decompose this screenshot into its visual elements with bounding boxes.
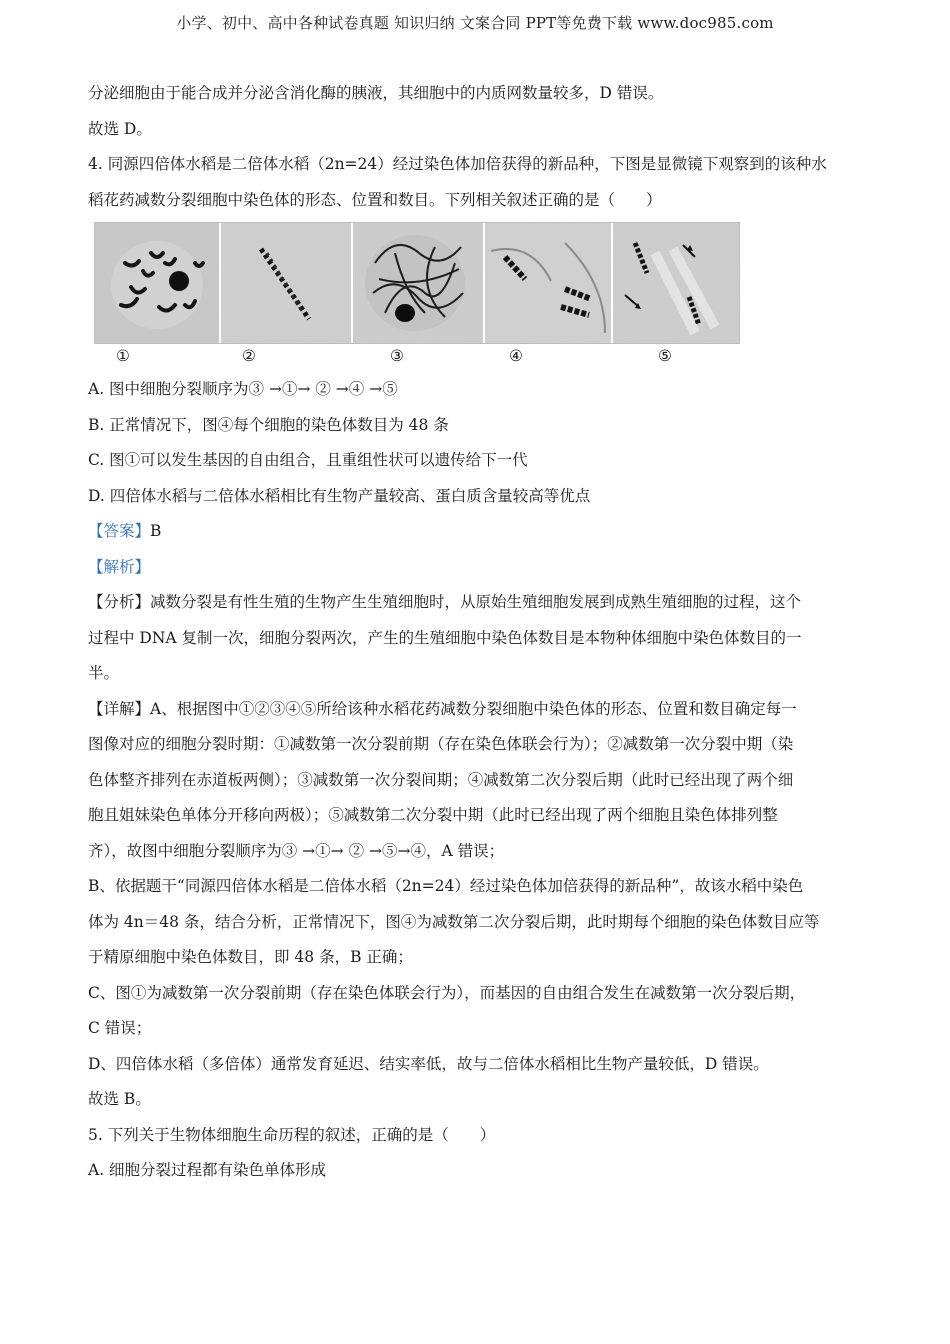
- analysis-tag: 【解析】: [88, 557, 151, 576]
- question-4-stem-line-1: 4. 同源四倍体水稻是二倍体水稻（2n=24）经过染色体加倍获得的新品种，下图是显微镜下观察到的该种水: [88, 155, 827, 173]
- option-c: C. 图①可以发生基因的自由组合，且重组性状可以遗传给下一代: [88, 451, 528, 469]
- micrograph-panel-3: [353, 223, 483, 343]
- xiangjie-line-3: 色体整齐排列在赤道板两侧）；③减数第一次分裂间期；④减数第二次分裂后期（此时已经出现了两个细: [88, 770, 794, 789]
- micrograph-figure: [88, 222, 868, 372]
- panel-label-2: ②: [242, 347, 256, 365]
- option-d: D. 四倍体水稻与二倍体水稻相比有生物产量较高、蛋白质含量较高等优点: [88, 486, 591, 505]
- xiangjie-line-5: 齐），故图中细胞分裂顺序为③ →①→ ② →⑤→④，A 错误；: [88, 841, 505, 860]
- q4-conclusion: 故选 B。: [88, 1090, 151, 1108]
- fenxi-line-3: 半。: [88, 664, 120, 682]
- answer-line: [88, 514, 868, 550]
- panel-label-3: ③: [390, 347, 404, 365]
- question-5-stem: 5. 下列关于生物体细胞生命历程的叙述，正确的是（ ）: [88, 1125, 496, 1144]
- question-5-option-a: A. 细胞分裂过程都有染色单体形成: [88, 1161, 327, 1179]
- prev-answer-line: 分泌细胞由于能合成并分泌含消化酶的胰液，其细胞中的内质网数量较多，D 错误。: [88, 84, 664, 102]
- xiangjie-line-6: B、依据题干“同源四倍体水稻是二倍体水稻（2n=24）经过染色体加倍获得的新品种”，故该水稻中染色: [88, 877, 804, 895]
- xiangjie-text-1: A、根据图中①②③④⑤所给该种水稻花药减数分裂细胞中染色体的形态、位置和数目确定每一: [150, 699, 797, 718]
- micrograph-panel-2: [221, 223, 351, 343]
- xiangjie-line-10: C 错误；: [88, 1019, 152, 1037]
- document-body: [88, 76, 868, 1189]
- micrograph-panel-4: [485, 223, 611, 343]
- xiangjie-line-8: 于精原细胞中染色体数目，即 48 条，B 正确；: [88, 948, 413, 966]
- option-b: B. 正常情况下，图④每个细胞的染色体数目为 48 条: [88, 415, 449, 434]
- xiangjie-tag: 【详解】: [88, 699, 151, 718]
- xiangjie-line-4: 胞且姐妹染色单体分开移向两极）；⑤减数第二次分裂中期（此时已经出现了两个细胞且染色体排列整: [88, 806, 778, 824]
- micrograph-panel-5: [613, 223, 739, 343]
- answer-tag: 【答案】: [88, 522, 151, 540]
- micrograph-strip: [94, 222, 740, 344]
- answer-value: B: [150, 522, 162, 540]
- fenxi-text-1: 减数分裂是有性生殖的生物产生生殖细胞时，从原始生殖细胞发展到成熟生殖细胞的过程，这个: [150, 593, 802, 611]
- xiangjie-line-11: D、四倍体水稻（多倍体）通常发育延迟、结实率低，故与二倍体水稻相比生物产量较低，D 错误。: [88, 1054, 769, 1073]
- option-a: A. 图中细胞分裂顺序为③ →①→ ② →④ →⑤: [88, 380, 398, 398]
- site-header: 小学、初中、高中各种试卷真题 知识归纳 文案合同 PPT等免费下载 www.doc985.com: [176, 14, 774, 32]
- panel-label-1: ①: [116, 347, 130, 365]
- xiangjie-line-7: 体为 4n＝48 条，结合分析，正常情况下，图④为减数第二次分裂后期，此时期每个细胞的染色体数目应等: [88, 912, 820, 931]
- panel-label-4: ④: [509, 347, 523, 365]
- xiangjie-line-1: [88, 692, 868, 728]
- panel-label-5: ⑤: [658, 347, 672, 365]
- fenxi-line-1: [88, 585, 868, 621]
- xiangjie-line-9: C、图①为减数第一次分裂前期（存在染色体联会行为），而基因的自由组合发生在减数第一次分裂后期，: [88, 983, 806, 1002]
- question-4-stem-line-2: 稻花药减数分裂细胞中染色体的形态、位置和数目。下列相关叙述正确的是（ ）: [88, 190, 662, 209]
- fenxi-line-2: 过程中 DNA 复制一次，细胞分裂两次，产生的生殖细胞中染色体数目是本物种体细胞中染色体数目的一: [88, 628, 802, 647]
- prev-conclusion: 故选 D。: [88, 119, 152, 138]
- micrograph-panel-1: [95, 223, 219, 343]
- fenxi-tag: 【分析】: [88, 593, 151, 611]
- analysis-heading: [88, 550, 868, 586]
- xiangjie-line-2: 图像对应的细胞分裂时期：①减数第一次分裂前期（存在染色体联会行为）；②减数第一次分裂中期（染: [88, 735, 794, 753]
